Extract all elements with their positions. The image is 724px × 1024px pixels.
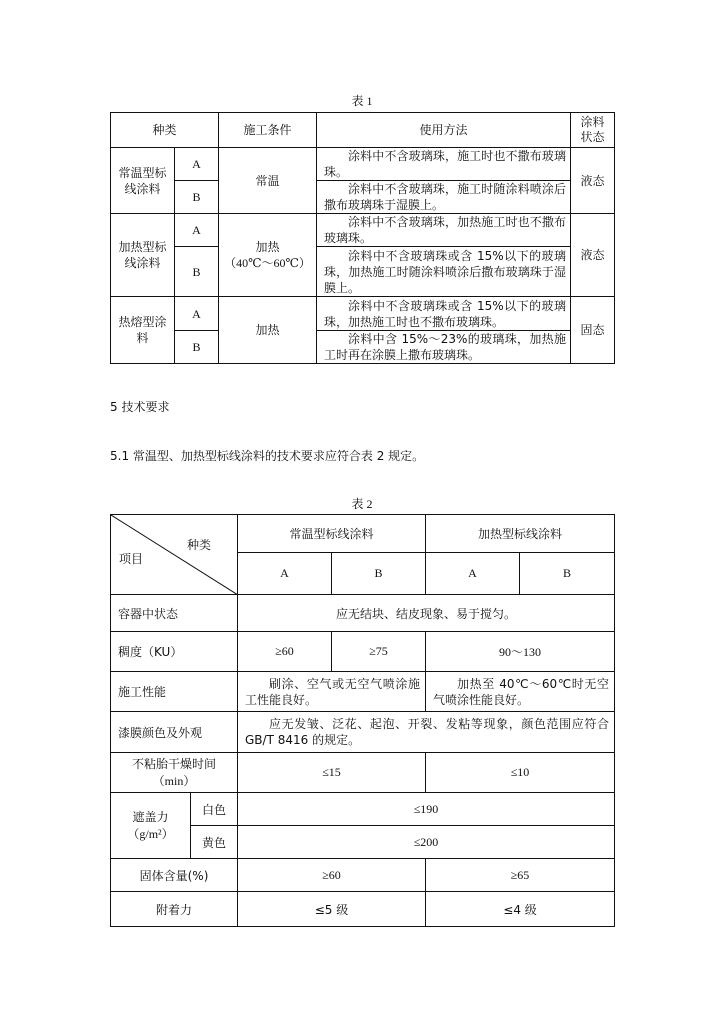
t1-group-name: 加热型标线涂料 [111, 214, 175, 297]
table2 [110, 514, 615, 927]
t2-sub-header: B [332, 553, 426, 595]
t1-group-name: 常温型标线涂料 [111, 148, 175, 214]
t2-row-label: 稠度（KU） [111, 632, 238, 672]
t2-row-value: ≤10 [426, 753, 615, 793]
t1-state: 固态 [571, 297, 615, 364]
t2-sub-header: B [520, 553, 615, 595]
t2-row-label: 容器中状态 [111, 595, 238, 632]
t1-method: 涂料中不含玻璃珠或含 15%以下的玻璃珠，加热施工时随涂料喷涂后撒布玻璃珠于湿膜上。 [317, 247, 571, 297]
t2-header-normal: 常温型标线涂料 [238, 515, 426, 553]
t2-row-value: ≤4 级 [426, 892, 615, 927]
t1-sub-label: B [175, 181, 219, 214]
t1-condition-note: （40℃～60℃） [224, 256, 311, 270]
t2-yellow-label: 黄色 [191, 826, 238, 859]
t2-row-label: 施工性能 [111, 672, 238, 712]
t2-row-value: 刷涂、空气或无空气喷涂施工性能良好。 [238, 672, 426, 712]
table2-caption: 表 2 [351, 497, 373, 511]
t2-hiding-power-title: 遮盖力 [132, 809, 169, 824]
t2-row-value: ≥75 [332, 632, 426, 672]
t2-header-heated: 加热型标线涂料 [426, 515, 615, 553]
t2-row-value: ≤5 级 [238, 892, 426, 927]
t1-header-condition: 施工条件 [219, 113, 317, 148]
t2-row-value: 90～130 [426, 632, 615, 672]
t2-corner-item: 项目 [119, 552, 144, 566]
t1-condition [219, 214, 317, 297]
t2-row-label: 固体含量(%) [111, 859, 238, 892]
t1-method: 涂料中不含玻璃珠，施工时也不撒布玻璃珠。 [317, 148, 571, 181]
t1-header-method: 使用方法 [317, 113, 571, 148]
t2-hiding-power-label [111, 793, 191, 859]
t1-method: 涂料中含 15%～23%的玻璃珠，加热施工时再在涂膜上撒布玻璃珠。 [317, 331, 571, 364]
t1-condition-text: 常温 [255, 173, 280, 188]
t2-row-label: 漆膜颜色及外观 [111, 712, 238, 753]
t1-condition [219, 148, 317, 214]
section-subheading: 5.1 常温型、加热型标线涂料的技术要求应符合表 2 规定。 [110, 449, 425, 463]
t1-sub-label: A [175, 297, 219, 331]
t2-dry-time-unit: （min） [152, 773, 196, 788]
t2-yellow-value: ≤200 [238, 826, 615, 859]
t1-state: 液态 [571, 148, 615, 214]
t1-header-type: 种类 [111, 113, 219, 148]
t1-header-state: 涂料状态 [571, 113, 615, 148]
t2-sub-header: A [426, 553, 520, 595]
t2-row-value: ≤15 [238, 753, 426, 793]
t2-row-value: ≥60 [238, 859, 426, 892]
t2-row-value: ≥60 [238, 632, 332, 672]
t2-corner-type: 种类 [186, 538, 211, 552]
t2-row-label: 附着力 [111, 892, 238, 927]
t2-row-value: 应无发皱、泛花、起泡、开裂、发粘等现象，颜色范围应符合 GB/T 8416 的规定。 [238, 712, 615, 753]
table1 [110, 112, 615, 364]
section-heading: 5 技术要求 [110, 400, 170, 414]
t2-dry-time-label: 不粘胎干燥时间 [131, 756, 216, 771]
t2-corner-cell [111, 515, 238, 595]
t1-sub-label: B [175, 331, 219, 364]
t1-condition-text: 加热 [255, 240, 280, 254]
t1-group-name: 热熔型涂料 [111, 297, 175, 364]
t2-hiding-power-unit: （g/m²） [127, 826, 174, 841]
t1-condition-text: 加热 [255, 323, 280, 337]
t2-white-label: 白色 [191, 793, 238, 826]
t1-method: 涂料中不含玻璃珠，加热施工时也不撒布玻璃珠。 [317, 214, 571, 247]
t2-sub-header: A [238, 553, 332, 595]
t2-row-value: ≥65 [426, 859, 615, 892]
t1-sub-label: A [175, 148, 219, 181]
t1-sub-label: A [175, 214, 219, 247]
t1-method: 涂料中不含玻璃珠或含 15%以下的玻璃珠，加热施工时也不撒布玻璃珠。 [317, 297, 571, 331]
t1-condition [219, 297, 317, 364]
t2-row-value: 应无结块、结皮现象、易于搅匀。 [238, 595, 615, 632]
t1-state: 液态 [571, 214, 615, 297]
t2-row-label [111, 753, 238, 793]
t1-method: 涂料中不含玻璃珠，施工时随涂料喷涂后撒布玻璃珠于湿膜上。 [317, 181, 571, 214]
table1-caption: 表 1 [351, 94, 373, 108]
t2-white-value: ≤190 [238, 793, 615, 826]
t1-sub-label: B [175, 247, 219, 297]
t2-row-value: 加热至 40℃～60℃时无空气喷涂性能良好。 [426, 672, 615, 712]
